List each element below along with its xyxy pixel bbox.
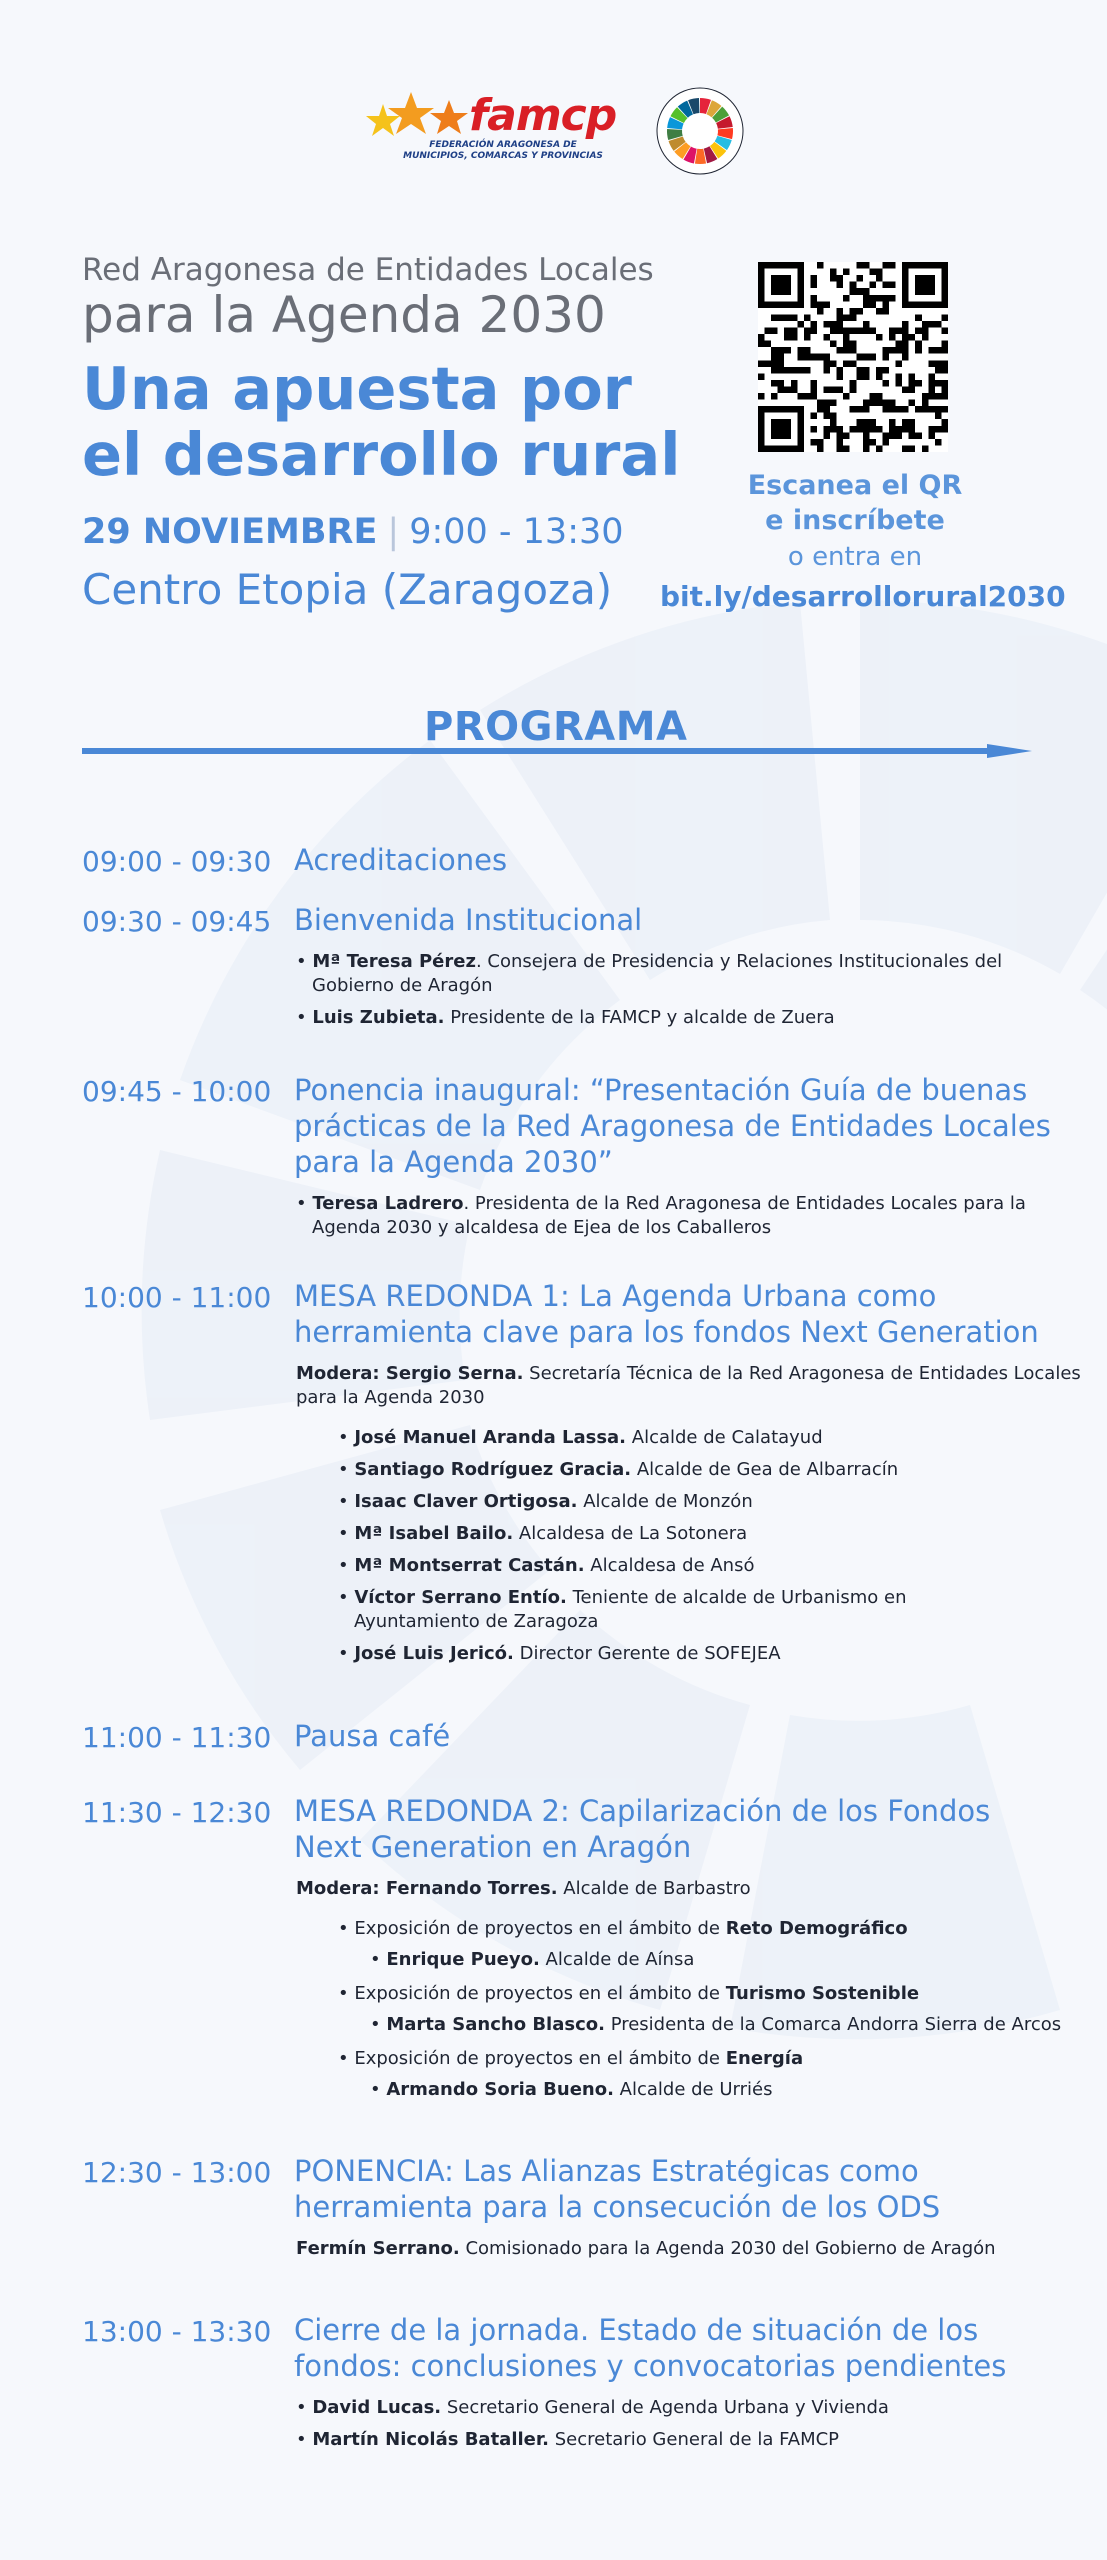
- person-role: . Presidenta de la Red Aragonesa de Entidades Locales para la: [463, 1193, 1026, 1214]
- person-name: Luis Zubieta.: [312, 1007, 445, 1028]
- famcp-logo: [365, 88, 617, 168]
- agenda-detail-line: [296, 2396, 889, 2420]
- person-role: Agenda 2030 y alcaldesa de Ejea de los Caballeros: [312, 1217, 772, 1238]
- person-name: Víctor Serrano Entío.: [354, 1587, 567, 1608]
- agenda-time: 09:30 - 09:45: [82, 905, 272, 938]
- agenda-title: herramienta clave para los fondos Next Generation: [294, 1315, 1039, 1349]
- person-role: Presidenta de la Comarca Andorra Sierra de Arcos: [604, 2014, 1062, 2035]
- registration-link[interactable]: bit.ly/desarrollorural2030: [660, 580, 1066, 613]
- moderator-line: [296, 1362, 1081, 1386]
- person-name: José Manuel Aranda Lassa.: [354, 1427, 627, 1448]
- registration-qr-code[interactable]: [758, 262, 948, 452]
- famcp-subtitle: FEDERACIÓN ARAGONESA DE MUNICIPIOS, COMARCAS Y PROVINCIAS: [403, 140, 603, 161]
- agenda-time: 10:00 - 11:00: [82, 1281, 272, 1314]
- person-name: Armando Soria Bueno.: [386, 2079, 614, 2100]
- agenda-title: Acreditaciones: [294, 843, 508, 877]
- topic-speaker: [370, 2078, 772, 2102]
- person-role: Alcalde de Barbastro: [557, 1878, 751, 1899]
- event-date-time: [82, 512, 624, 552]
- or-enter-text: o entra en: [787, 542, 923, 572]
- person-role: Secretario General de Agenda Urbana y Vivienda: [441, 2397, 889, 2418]
- agenda-detail-line: [296, 2428, 839, 2452]
- person-role: Alcalde de Monzón: [577, 1491, 753, 1512]
- participant-line: [338, 1458, 898, 1482]
- kicker-line-2: para la Agenda 2030: [82, 286, 606, 344]
- agenda-time: 11:30 - 12:30: [82, 1796, 272, 1829]
- person-role: Director Gerente de SOFEJEA: [513, 1643, 781, 1664]
- agenda-title: PONENCIA: Las Alianzas Estratégicas como: [294, 2154, 919, 2188]
- person-role: Alcalde de Urriés: [613, 2079, 773, 2100]
- person-name: Enrique Pueyo.: [386, 1949, 540, 1970]
- person-name: Mª Teresa Pérez: [312, 951, 476, 972]
- agenda-title: MESA REDONDA 1: La Agenda Urbana como: [294, 1279, 937, 1313]
- person-role: Alcalde de Aínsa: [539, 1949, 695, 1970]
- stars-icon: [365, 88, 475, 148]
- agenda-title: para la Agenda 2030”: [294, 1145, 613, 1179]
- topic-prefix: Exposición de proyectos en el ámbito de: [354, 1918, 726, 1939]
- person-name: Santiago Rodríguez Gracia.: [354, 1459, 632, 1480]
- topic-prefix: Exposición de proyectos en el ámbito de: [354, 1983, 726, 2004]
- agenda-time: 11:00 - 11:30: [82, 1721, 272, 1754]
- agenda-detail-line: [296, 2237, 996, 2261]
- event-venue: Centro Etopia (Zaragoza): [82, 565, 613, 614]
- agenda-title: Next Generation en Aragón: [294, 1830, 692, 1864]
- headline-line-2: el desarrollo rural: [82, 420, 681, 489]
- person-name: Marta Sancho Blasco.: [386, 2014, 605, 2035]
- event-headline: [82, 356, 680, 488]
- topic-line: [338, 2047, 803, 2071]
- participant-line: [354, 1610, 598, 1634]
- topic-prefix: Exposición de proyectos en el ámbito de: [354, 2048, 726, 2069]
- agenda-title: fondos: conclusiones y convocatorias pendientes: [294, 2349, 1007, 2383]
- agenda-title: Ponencia inaugural: “Presentación Guía de buenas: [294, 1073, 1028, 1107]
- agenda-2030-sdg-logo: [655, 86, 745, 176]
- headline-line-1: Una apuesta por: [82, 354, 632, 423]
- scan-line-1: Escanea el QR: [747, 470, 963, 501]
- agenda-title: herramienta para la consecución de los ODS: [294, 2190, 941, 2224]
- participant-line: [338, 1586, 907, 1610]
- agenda-detail-line: [296, 1192, 1026, 1216]
- topic-name: Reto Demográfico: [725, 1918, 908, 1939]
- agenda-time: 13:00 - 13:30: [82, 2315, 272, 2348]
- person-role: Ayuntamiento de Zaragoza: [354, 1611, 599, 1632]
- person-role: Alcalde de Gea de Albarracín: [631, 1459, 899, 1480]
- date-separator: |: [387, 512, 400, 552]
- person-role: Alcalde de Calatayud: [626, 1427, 823, 1448]
- topic-line: [338, 1917, 908, 1941]
- agenda-time: 09:00 - 09:30: [82, 845, 272, 878]
- scan-line-2: e inscríbete: [765, 505, 945, 536]
- person-role: Alcaldesa de Ansó: [584, 1555, 755, 1576]
- agenda-detail-line: [296, 974, 493, 998]
- scan-qr-instructions: [690, 468, 1020, 538]
- event-time: 9:00 - 13:30: [409, 512, 624, 552]
- person-name: Modera: Sergio Serna.: [296, 1363, 524, 1384]
- agenda-title: MESA REDONDA 2: Capilarización de los Fondos: [294, 1794, 991, 1828]
- person-role: Comisionado para la Agenda 2030 del Gobierno de Aragón: [459, 2238, 996, 2259]
- person-role: Secretario General de la FAMCP: [549, 2429, 840, 2450]
- person-role: . Consejera de Presidencia y Relaciones Institucionales del: [475, 951, 1003, 972]
- person-name: David Lucas.: [312, 2397, 442, 2418]
- participant-line: [338, 1642, 781, 1666]
- person-name: Martín Nicolás Bataller.: [312, 2429, 550, 2450]
- event-date: 29 NOVIEMBRE: [82, 512, 378, 552]
- person-name: Modera: Fernando Torres.: [296, 1878, 558, 1899]
- person-role: Secretaría Técnica de la Red Aragonesa de Entidades Locales: [523, 1363, 1081, 1384]
- famcp-brand-text: famcp: [469, 90, 617, 141]
- person-name: Teresa Ladrero: [312, 1193, 464, 1214]
- moderator-line: [296, 1877, 751, 1901]
- participant-line: [338, 1490, 753, 1514]
- agenda-detail-line: [296, 950, 1002, 974]
- kicker-line-1: Red Aragonesa de Entidades Locales: [82, 252, 654, 288]
- person-name: Mª Isabel Bailo.: [354, 1523, 514, 1544]
- agenda-title: Bienvenida Institucional: [294, 903, 643, 937]
- person-name: José Luis Jericó.: [354, 1643, 514, 1664]
- person-role: para la Agenda 2030: [296, 1387, 485, 1408]
- agenda-detail-line: [296, 1216, 771, 1240]
- person-name: Mª Montserrat Castán.: [354, 1555, 585, 1576]
- topic-speaker: [370, 1948, 694, 1972]
- agenda-title: Pausa café: [294, 1719, 451, 1753]
- agenda-detail-line: [296, 1006, 835, 1030]
- participant-line: [338, 1426, 823, 1450]
- agenda-title: prácticas de la Red Aragonesa de Entidades Locales: [294, 1109, 1051, 1143]
- person-name: Fermín Serrano.: [296, 2238, 460, 2259]
- person-name: Isaac Claver Ortigosa.: [354, 1491, 578, 1512]
- moderator-line: [296, 1386, 485, 1410]
- topic-name: Turismo Sostenible: [725, 1983, 920, 2004]
- agenda-title: Cierre de la jornada. Estado de situación de los: [294, 2313, 979, 2347]
- person-role: Presidente de la FAMCP y alcalde de Zuera: [444, 1007, 835, 1028]
- participant-line: [338, 1522, 747, 1546]
- person-role: Teniente de alcalde de Urbanismo en: [566, 1587, 907, 1608]
- topic-name: Energía: [725, 2048, 804, 2069]
- topic-speaker: [370, 2013, 1061, 2037]
- person-role: Gobierno de Aragón: [312, 975, 493, 996]
- programa-heading: PROGRAMA: [424, 704, 688, 750]
- agenda-time: 09:45 - 10:00: [82, 1075, 272, 1108]
- topic-line: [338, 1982, 919, 2006]
- participant-line: [338, 1554, 754, 1578]
- person-role: Alcaldesa de La Sotonera: [513, 1523, 748, 1544]
- agenda-time: 12:30 - 13:00: [82, 2156, 272, 2189]
